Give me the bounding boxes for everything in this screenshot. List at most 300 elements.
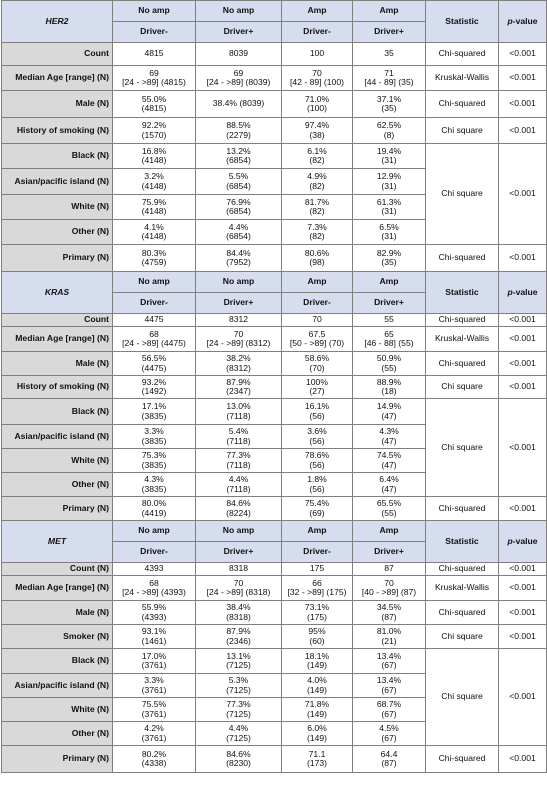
value-n: (3761) (141, 684, 167, 695)
column-header-driver: Driver+ (196, 293, 282, 314)
value-cell (282, 91, 353, 118)
value-cell (113, 376, 196, 399)
value-cell (282, 601, 353, 625)
value-main: 82.9% (376, 247, 402, 258)
value-n: (1461) (141, 635, 167, 646)
pvalue-header (499, 521, 547, 563)
value-cell (196, 327, 282, 352)
row-label: Asian/pacific island (N) (2, 169, 113, 195)
value-n: (47) (381, 435, 397, 446)
value-cell (282, 66, 353, 91)
statistic-cell: Chi-squared (426, 314, 499, 327)
value-cell (282, 746, 353, 773)
value-main: 5.4% (228, 426, 249, 436)
value-cell (196, 91, 282, 118)
value-n: (67) (381, 660, 397, 670)
row-label: White (N) (2, 449, 113, 473)
value-cell (196, 449, 282, 473)
value-main: 61.3% (376, 196, 402, 207)
value-n: (31) (381, 155, 397, 165)
value-cell (196, 66, 282, 91)
value-n: (3835) (141, 410, 167, 421)
value-cell (353, 195, 426, 220)
value-n: (4338) (141, 758, 167, 768)
value-cell (113, 399, 196, 425)
value-main: 65 (384, 328, 394, 339)
value-n: (149) (306, 708, 328, 719)
value-n: (82) (309, 155, 325, 165)
statistic-cell: Chi square (426, 144, 499, 245)
value-cell (196, 497, 282, 521)
value-cell (196, 352, 282, 376)
statistic-cell: Kruskal-Wallis (426, 576, 499, 601)
count-row (2, 563, 547, 576)
pvalue-cell: <0.001 (499, 327, 547, 352)
section-header-row (2, 1, 547, 22)
statistic-cell: Chi-squared (426, 43, 499, 66)
column-header-driver: Driver+ (353, 22, 426, 43)
row-label: History of smoking (N) (2, 376, 113, 399)
value-cell (196, 118, 282, 144)
value-n: [46 - 88] (55) (364, 338, 414, 348)
value-cell (353, 399, 426, 425)
row-label: Black (N) (2, 399, 113, 425)
value-n: (1492) (141, 386, 167, 396)
pvalue-p: p (507, 286, 513, 297)
value-n: (31) (381, 180, 397, 191)
age-row (2, 66, 547, 91)
value-n: (56) (309, 483, 325, 494)
value-cell (282, 649, 353, 674)
gene-name: HER2 (2, 1, 113, 43)
row-label: Other (N) (2, 473, 113, 497)
value-main: 66 (312, 577, 322, 588)
pvalue-cell: <0.001 (499, 352, 547, 376)
value-n: (8230) (226, 758, 251, 768)
statistic-cell: Chi square (426, 118, 499, 144)
value-main: 97.4% (304, 120, 330, 130)
value-cell (353, 497, 426, 521)
value-cell (353, 327, 426, 352)
value-cell (196, 576, 282, 601)
statistic-cell: Chi square (426, 625, 499, 649)
value-main: 93.1% (141, 626, 167, 636)
value-n: (18) (381, 386, 397, 396)
count-value: 8318 (196, 563, 282, 576)
value-main: 68.7% (376, 699, 402, 709)
value-n: (3835) (141, 435, 167, 446)
value-n: (4815) (141, 103, 167, 113)
value-n: (35) (381, 103, 397, 113)
value-main: 38.4% (8039) (212, 98, 265, 109)
value-main: 100% (306, 376, 328, 387)
value-main: 4.0% (307, 675, 327, 685)
value-n: (55) (381, 362, 397, 373)
value-n: (6854) (226, 231, 251, 241)
value-main: 81.0% (376, 626, 402, 636)
value-main: 70 (233, 577, 244, 588)
black-row (2, 649, 547, 674)
statistic-cell: Kruskal-Wallis (426, 327, 499, 352)
value-main: 3.6% (307, 426, 327, 436)
value-n: (31) (381, 206, 397, 216)
value-n: (47) (381, 459, 397, 470)
value-cell (196, 144, 282, 169)
value-main: 58.6% (304, 353, 330, 363)
value-n: (35) (381, 257, 397, 267)
pvalue-cell: <0.001 (499, 91, 547, 118)
column-header-group: Amp (282, 1, 353, 22)
value-main: 13.0% (226, 401, 251, 411)
value-main: 84.6% (226, 748, 251, 759)
smoke-row (2, 625, 547, 649)
value-cell (113, 91, 196, 118)
pvalue-cell: <0.001 (499, 601, 547, 625)
value-n: (3835) (141, 459, 167, 470)
value-main: 14.9% (376, 401, 402, 411)
value-cell (196, 674, 282, 698)
value-cell (113, 601, 196, 625)
value-n: (7125) (226, 660, 251, 670)
row-label: Asian/pacific island (N) (2, 425, 113, 449)
value-n: (69) (309, 507, 325, 518)
value-n: (2347) (226, 386, 251, 396)
column-header-driver: Driver- (113, 293, 196, 314)
value-n: (4475) (141, 362, 167, 373)
pvalue-cell: <0.001 (499, 43, 547, 66)
value-n: (21) (381, 635, 397, 646)
pvalue-cell: <0.001 (499, 399, 547, 497)
value-n: (56) (309, 410, 325, 421)
pvalue-cell: <0.001 (499, 576, 547, 601)
value-main: 13.1% (226, 650, 251, 661)
value-main: 6.0% (307, 723, 327, 733)
value-n: (149) (306, 684, 328, 695)
value-cell (196, 376, 282, 399)
value-n: [24 - >89] (8039) (206, 77, 271, 87)
value-n: (7125) (226, 708, 251, 719)
smoke-row (2, 118, 547, 144)
statistic-cell: Chi square (426, 399, 499, 497)
gene-name: MET (2, 521, 113, 563)
value-n: [24 - >89] (4393) (122, 587, 186, 597)
value-cell (113, 327, 196, 352)
value-n: (149) (306, 732, 328, 743)
value-cell (113, 169, 196, 195)
value-cell (282, 118, 353, 144)
value-n: (47) (381, 483, 397, 494)
value-main: 70 (384, 577, 394, 588)
value-cell (353, 601, 426, 625)
value-n: (7118) (226, 435, 251, 446)
value-n: (8312) (226, 362, 251, 373)
value-n: (3761) (141, 732, 167, 743)
value-main: 5.5% (228, 171, 249, 181)
value-cell (353, 473, 426, 497)
value-cell (196, 698, 282, 722)
pvalue-cell: <0.001 (499, 376, 547, 399)
value-cell (196, 195, 282, 220)
value-main: 70 (233, 328, 244, 339)
pvalue-header (499, 1, 547, 43)
value-main: 65.5% (376, 498, 402, 508)
value-main: 95% (308, 626, 326, 636)
value-main: 77.3% (226, 450, 251, 460)
age-row (2, 327, 547, 352)
value-main: 3.3% (144, 426, 164, 436)
value-cell (196, 649, 282, 674)
value-cell (113, 497, 196, 521)
pvalue-p: p (507, 535, 513, 546)
column-header-group: No amp (113, 521, 196, 542)
row-label: Median Age [range] (N) (2, 66, 113, 91)
age-row (2, 576, 547, 601)
value-main: 18.1% (304, 650, 330, 661)
value-main: 4.4% (228, 221, 249, 232)
value-cell (113, 674, 196, 698)
value-n: (8318) (226, 611, 251, 622)
value-main: 50.9% (376, 353, 402, 363)
pvalue-header (499, 272, 547, 314)
value-n: (2279) (226, 129, 251, 140)
value-cell (353, 722, 426, 746)
value-cell (353, 625, 426, 649)
data-table (1, 0, 547, 773)
value-main: 77.3% (226, 699, 251, 709)
value-n: (7118) (226, 410, 251, 421)
row-label: Male (N) (2, 601, 113, 625)
value-main: 4.4% (228, 474, 249, 484)
count-value: 70 (282, 314, 353, 327)
value-n: (7952) (226, 257, 251, 267)
statistic-header: Statistic (426, 1, 499, 43)
statistic-header: Statistic (426, 272, 499, 314)
column-header-driver: Driver- (113, 22, 196, 43)
value-n: (7125) (226, 732, 251, 743)
value-cell (353, 66, 426, 91)
count-value: 55 (353, 314, 426, 327)
value-cell (196, 220, 282, 245)
value-main: 69 (149, 67, 159, 78)
value-main: 12.9% (376, 171, 402, 181)
value-main: 88.9% (376, 376, 402, 387)
value-cell (113, 220, 196, 245)
value-cell (282, 352, 353, 376)
row-label: History of smoking (N) (2, 118, 113, 144)
value-main: 38.2% (226, 353, 251, 363)
row-label: Median Age [range] (N) (2, 576, 113, 601)
value-cell (353, 245, 426, 272)
row-label: Black (N) (2, 144, 113, 169)
value-cell (353, 169, 426, 195)
value-cell (353, 376, 426, 399)
value-main: 76.9% (226, 196, 251, 207)
value-n: [42 - 89] (100) (290, 77, 344, 87)
row-label: Smoker (N) (2, 625, 113, 649)
value-cell (113, 449, 196, 473)
value-n: (87) (381, 758, 397, 768)
value-cell (353, 576, 426, 601)
value-n: [40 - >89] (87) (361, 587, 417, 597)
value-n: (6854) (226, 206, 251, 216)
column-header-driver: Driver- (282, 293, 353, 314)
value-main: 71.1 (308, 748, 326, 759)
count-row (2, 314, 547, 327)
value-cell (113, 649, 196, 674)
column-header-group: Amp (282, 272, 353, 293)
statistic-cell: Chi-squared (426, 563, 499, 576)
value-main: 75.3% (141, 450, 167, 460)
column-header-group: No amp (196, 521, 282, 542)
column-header-driver: Driver+ (353, 293, 426, 314)
count-value: 4393 (113, 563, 196, 576)
value-n: (3761) (141, 708, 167, 719)
male-row (2, 352, 547, 376)
value-cell (282, 625, 353, 649)
statistic-cell: Chi-squared (426, 601, 499, 625)
count-value: 8312 (196, 314, 282, 327)
row-label: Primary (N) (2, 497, 113, 521)
value-main: 80.0% (141, 498, 167, 508)
value-main: 68 (149, 328, 159, 339)
value-n: (4148) (141, 206, 167, 216)
count-value: 87 (353, 563, 426, 576)
value-main: 67.5 (308, 328, 326, 339)
value-main: 6.1% (307, 145, 327, 156)
value-main: 68 (149, 577, 159, 588)
value-main: 13.4% (376, 650, 402, 661)
value-n: (55) (381, 507, 397, 518)
value-main: 17.1% (141, 401, 167, 411)
pvalue-cell: <0.001 (499, 563, 547, 576)
value-main: 92.2% (141, 120, 167, 130)
row-label: Black (N) (2, 649, 113, 674)
value-main: 4.2% (144, 723, 164, 733)
statistic-cell: Chi-squared (426, 91, 499, 118)
value-cell (196, 601, 282, 625)
value-cell (196, 625, 282, 649)
value-main: 74.5% (376, 450, 402, 460)
value-cell (282, 169, 353, 195)
value-main: 55.0% (141, 93, 167, 104)
value-main: 75.9% (141, 196, 167, 207)
value-n: (67) (381, 684, 397, 695)
statistic-cell: Chi-squared (426, 746, 499, 773)
row-label: White (N) (2, 195, 113, 220)
row-label: Count (2, 43, 113, 66)
value-main: 34.5% (376, 602, 402, 612)
value-main: 87.9% (226, 626, 251, 636)
value-n: (4393) (141, 611, 167, 622)
black-row (2, 144, 547, 169)
column-header-driver: Driver+ (353, 542, 426, 563)
value-cell (196, 399, 282, 425)
column-header-group: Amp (282, 521, 353, 542)
column-header-driver: Driver- (282, 542, 353, 563)
value-cell (282, 497, 353, 521)
statistic-cell: Chi-squared (426, 245, 499, 272)
value-cell (113, 698, 196, 722)
value-main: 84.4% (226, 247, 251, 258)
count-value: 100 (282, 43, 353, 66)
count-row (2, 43, 547, 66)
value-n: (7118) (226, 459, 251, 470)
column-header-group: Amp (353, 1, 426, 22)
statistic-cell: Chi-squared (426, 497, 499, 521)
value-main: 16.1% (304, 401, 330, 411)
value-n: (1570) (141, 129, 167, 140)
statistic-header: Statistic (426, 521, 499, 563)
value-cell (113, 118, 196, 144)
pvalue-cell: <0.001 (499, 66, 547, 91)
count-value: 8039 (196, 43, 282, 66)
value-n: (38) (309, 129, 325, 140)
value-cell (353, 352, 426, 376)
value-n: (2346) (226, 635, 251, 646)
column-header-group: No amp (196, 1, 282, 22)
value-main: 4.1% (144, 221, 164, 232)
column-header-driver: Driver- (113, 542, 196, 563)
value-n: (4759) (141, 257, 167, 267)
value-cell (282, 195, 353, 220)
value-cell (113, 625, 196, 649)
value-n: [32 - >89] (175) (287, 587, 347, 597)
value-cell (196, 746, 282, 773)
column-header-driver: Driver+ (196, 22, 282, 43)
value-main: 73.1% (304, 602, 330, 612)
count-value: 175 (282, 563, 353, 576)
value-main: 93.2% (141, 376, 167, 387)
value-main: 1.8% (307, 474, 327, 484)
value-cell (196, 169, 282, 195)
row-label: Other (N) (2, 220, 113, 245)
value-n: (173) (306, 758, 328, 768)
value-main: 13.2% (226, 145, 251, 156)
value-cell (196, 425, 282, 449)
value-cell (113, 245, 196, 272)
column-header-group: Amp (353, 521, 426, 542)
black-row (2, 399, 547, 425)
value-cell (113, 425, 196, 449)
row-label: Primary (N) (2, 746, 113, 773)
primary-row (2, 746, 547, 773)
value-n: [50 - >89] (70) (289, 338, 345, 348)
primary-row (2, 245, 547, 272)
value-main: 71.8% (304, 699, 330, 709)
value-n: (31) (381, 231, 397, 241)
column-header-group: Amp (353, 272, 426, 293)
value-cell (353, 144, 426, 169)
value-main: 37.1% (376, 93, 402, 104)
value-n: (98) (309, 257, 325, 267)
smoke-row (2, 376, 547, 399)
value-cell (282, 722, 353, 746)
value-n: (87) (381, 611, 397, 622)
value-main: 3.2% (144, 171, 164, 181)
male-row (2, 91, 547, 118)
value-main: 75.4% (304, 498, 330, 508)
value-n: (67) (381, 732, 397, 743)
column-header-driver: Driver- (282, 22, 353, 43)
value-cell (113, 473, 196, 497)
column-header-group: No amp (113, 1, 196, 22)
statistic-cell: Kruskal-Wallis (426, 66, 499, 91)
pvalue-rest: -value (512, 15, 538, 26)
value-main: 17.0% (141, 650, 167, 661)
pvalue-cell: <0.001 (499, 625, 547, 649)
value-main: 56.5% (141, 353, 167, 363)
row-label: Count (2, 314, 113, 327)
